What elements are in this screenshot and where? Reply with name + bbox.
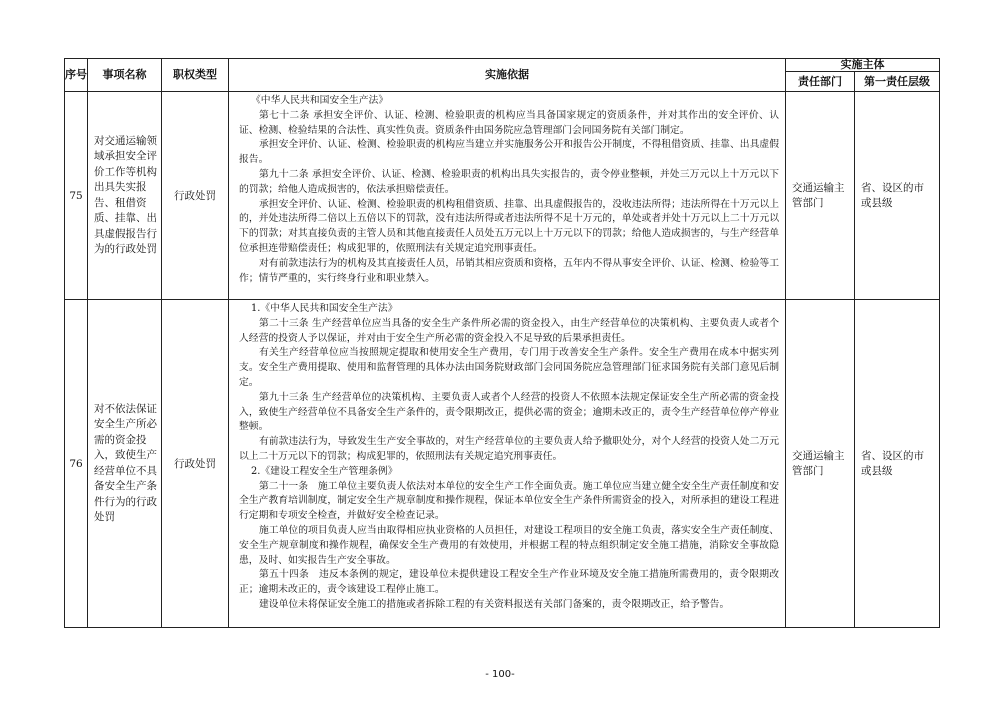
table-row <box>65 92 940 300</box>
basis-paragraph: 建设单位未将保证安全施工的措施或者拆除工程的有关资料报送有关部门备案的，责令限期改正，给予警告。 <box>259 598 730 610</box>
basis-text <box>229 300 786 628</box>
basis-paragraph: 承担安全评价、认证、检测、检验职责的机构应当建立并实施服务公开和报告公开制度，不得租借资质、挂靠、出具虚假报告。 <box>239 139 779 166</box>
basis-paragraph: 2.《建设工程安全生产管理条例》 <box>251 465 398 477</box>
power-type: 行政处罚 <box>162 92 229 300</box>
header-item-name: 事项名称 <box>88 59 162 92</box>
item-name: 对不依法保证安全生产所必需的资金投入，致使生产经营单位不具备安全生产条件行为的行政处罚 <box>88 300 162 628</box>
responsibility-level: 省、设区的市或县级 <box>855 92 940 300</box>
enforcement-table <box>64 58 940 628</box>
basis-paragraph: 有前款违法行为，导致发生生产安全事故的，对生产经营单位的主要负责人给予撤职处分，对个人经营的投资人处二万元以上二十万元以下的罚款；构成犯罪的，依照刑法有关规定追究刑事责任。 <box>239 436 779 462</box>
basis-paragraph: 1.《中华人民共和国安全生产法》 <box>251 303 398 314</box>
basis-paragraph: 第二十三条 生产经营单位应当具备的安全生产条件所必需的资金投入，由生产经营单位的决策机构、主要负责人或者个人经营的投资人予以保证，并对由于安全生产所必需的资金投入不足导致的后果承担责任。 <box>239 317 779 344</box>
page-number: - 100- <box>485 669 515 680</box>
table-row <box>65 300 940 628</box>
basis-paragraph: 第七十二条 承担安全评价、认证、检测、检验职责的机构应当具备国家规定的资质条件，并对其作出的安全评价、认证、检测、检验结果的合法性、真实性负责。资质条件由国务院应急管理部门会同国务院有关部门制定。 <box>239 109 779 136</box>
basis-paragraph: 有关生产经营单位应当按照规定提取和使用安全生产费用，专门用于改善安全生产条件。安全生产费用在成本中据实列支。安全生产费用提取、使用和监督管理的具体办法由国务院财政部门会同国务院应急管理部门征求国务院有关部门意见后制定。 <box>239 347 779 388</box>
basis-paragraph: 第五十四条 违反本条例的规定，建设单位未提供建设工程安全生产作业环境及安全施工措施所需费用的，责令限期改正；逾期未改正的，责令该建设工程停止施工。 <box>239 569 779 596</box>
item-name: 对交通运输领域承担安全评价工作等机构出具失实报告、租借资质、挂靠、出具虚假报告行为的行政处罚 <box>88 92 162 300</box>
basis-paragraph: 施工单位的项目负责人应当由取得相应执业资格的人员担任，对建设工程项目的安全施工负责，落实安全生产责任制度、安全生产规章制度和操作规程，确保安全生产费用的有效使用，并根据工程的特点组织制定安全施工措施，消除安全事故隐患，及时、如实报告生产安全事故。 <box>239 524 779 566</box>
header-basis: 实施依据 <box>229 59 786 92</box>
basis-paragraph: 对有前款违法行为的机构及其直接责任人员，吊销其相应资质和资格，五年内不得从事安全评价、认证、检测、检验等工作；情节严重的，实行终身行业和职业禁入。 <box>239 257 779 284</box>
basis-paragraph: 第二十一条 施工单位主要负责人依法对本单位的安全生产工作全面负责。施工单位应当建立健全安全生产责任制度和安全生产教育培训制度，制定安全生产规章制度和操作规程，保证本单位安全生产条件所需资金的投入，对所承担的建设工程进行定期和专项安全检查，并做好安全检查记录。 <box>239 480 779 522</box>
responsible-dept: 交通运输主管部门 <box>786 300 855 628</box>
power-type: 行政处罚 <box>162 300 229 628</box>
header-dept: 责任部门 <box>786 72 855 92</box>
table-header-row <box>65 59 940 72</box>
basis-paragraph: 第九十三条 生产经营单位的决策机构、主要负责人或者个人经营的投资人不依照本法规定保证安全生产所必需的资金投入，致使生产经营单位不具备安全生产条件的，责令限期改正，提供必需的资金；逾期未改正的，责令生产经营单位停产停业整顿。 <box>239 391 779 433</box>
responsibility-level: 省、设区的市或县级 <box>855 300 940 628</box>
basis-paragraph: 第九十二条 承担安全评价、认证、检测、检验职责的机构出具失实报告的，责令停业整顿，并处三万元以上十万元以下的罚款；给他人造成损害的，依法承担赔偿责任。 <box>239 168 779 195</box>
row-number: 75 <box>65 92 88 300</box>
header-seq: 序号 <box>65 59 88 92</box>
header-power-type: 职权类型 <box>162 59 229 92</box>
responsible-dept: 交通运输主管部门 <box>786 92 855 300</box>
header-subject: 实施主体 <box>786 59 940 72</box>
header-level: 第一责任层级 <box>855 72 940 92</box>
basis-paragraph: 承担安全评价、认证、检测、检验职责的机构租借资质、挂靠、出具虚假报告的，没收违法所得；违法所得在十万元以上的，并处违法所得二倍以上五倍以下的罚款，没有违法所得或者违法所得不足十万元的，单处或者并处十万元以上二十万元以下的罚款；对其直接负责的主管人员和其他直接责任人员处五万元以上十万元以下的罚款；给他人造成损害的，与生产经营单位承担连带赔偿责任；构成犯罪的，依照刑法有关规定追究刑事责任。 <box>239 198 779 254</box>
basis-paragraph: 《中华人民共和国安全生产法》 <box>251 95 389 106</box>
row-number: 76 <box>65 300 88 628</box>
basis-text <box>229 92 786 300</box>
